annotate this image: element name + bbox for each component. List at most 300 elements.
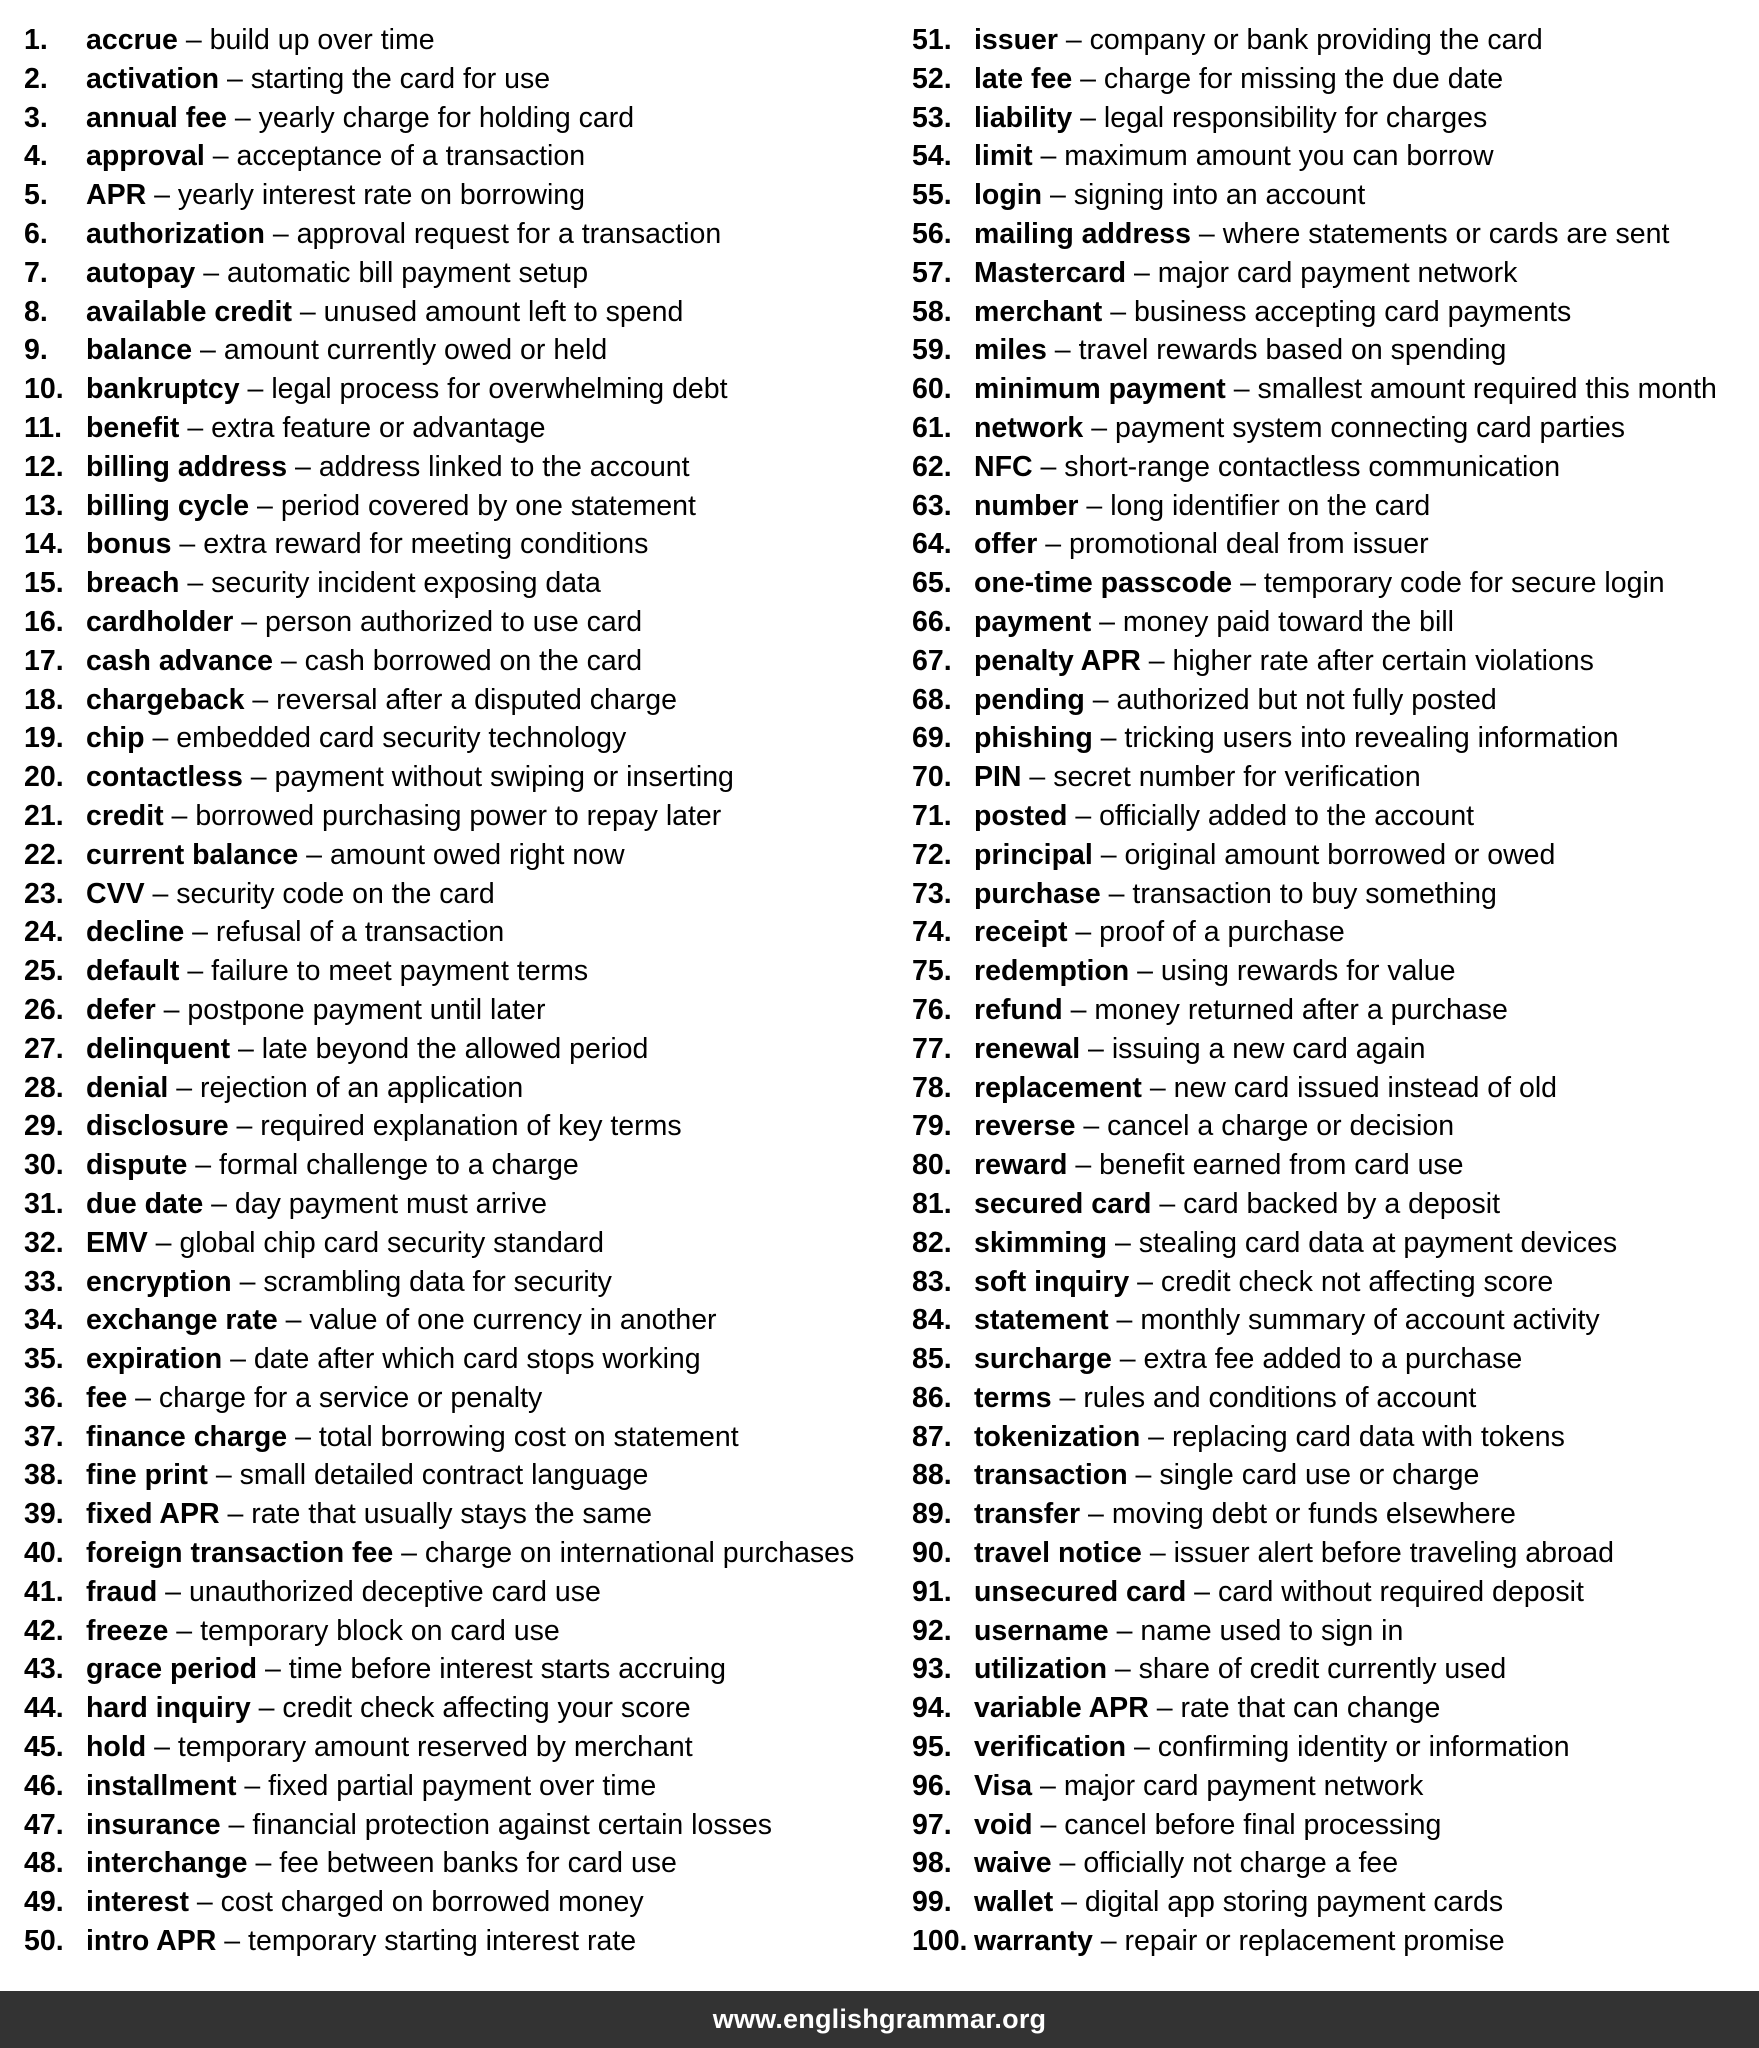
item-term: fee: [86, 1381, 128, 1414]
item-number: 71.: [912, 799, 952, 832]
item-separator: –: [1140, 1420, 1172, 1453]
item-separator: –: [1126, 1731, 1158, 1764]
vocabulary-item: [912, 176, 1757, 215]
vocabulary-item: [24, 642, 904, 681]
item-term: bankruptcy: [86, 373, 240, 406]
item-term: variable APR: [974, 1692, 1149, 1725]
item-definition: higher rate after certain violations: [1172, 644, 1594, 677]
item-term: reward: [974, 1149, 1068, 1182]
item-separator: –: [226, 101, 259, 134]
item-term: fine print: [86, 1459, 208, 1492]
vocabulary-item: [912, 215, 1757, 254]
item-separator: –: [1032, 450, 1065, 483]
item-term: one-time passcode: [974, 567, 1233, 600]
item-number: 70.: [912, 761, 952, 794]
vocabulary-item: [24, 1379, 904, 1418]
item-definition: tricking users into revealing information: [1124, 722, 1619, 755]
item-number: 27.: [24, 1032, 64, 1065]
item-term: delinquent: [86, 1032, 231, 1065]
item-number: 44.: [24, 1692, 64, 1725]
item-separator: –: [146, 1731, 178, 1764]
item-definition: yearly interest rate on borrowing: [177, 179, 585, 212]
vocabulary-item: [912, 1573, 1757, 1612]
item-definition: temporary starting interest rate: [248, 1925, 637, 1958]
item-separator: –: [1051, 1381, 1084, 1414]
item-definition: time before interest starts accruing: [288, 1653, 726, 1686]
vocabulary-item: [912, 254, 1757, 293]
item-definition: scrambling data for security: [263, 1265, 612, 1298]
vocabulary-item: [24, 1767, 904, 1806]
item-separator: –: [188, 1886, 221, 1919]
item-definition: confirming identity or information: [1157, 1731, 1570, 1764]
item-separator: –: [393, 1537, 425, 1570]
item-term: refund: [974, 993, 1063, 1026]
item-separator: –: [144, 877, 177, 910]
item-term: activation: [86, 62, 220, 95]
vocabulary-item: [24, 1456, 904, 1495]
item-number: 55.: [912, 179, 952, 212]
item-number: 80.: [912, 1149, 952, 1182]
item-term: decline: [86, 916, 185, 949]
vocabulary-item: [24, 719, 904, 758]
vocabulary-item: [24, 1844, 904, 1883]
vocabulary-item: [24, 137, 904, 176]
vocabulary-item: [912, 1107, 1757, 1146]
vocabulary-item: [24, 409, 904, 448]
item-separator: –: [157, 1575, 189, 1608]
item-number: 73.: [912, 877, 952, 910]
item-separator: –: [236, 1769, 269, 1802]
vocabulary-item: [912, 1883, 1757, 1922]
item-definition: proof of a purchase: [1099, 916, 1345, 949]
item-number: 34.: [24, 1304, 64, 1337]
vocabulary-item: [24, 1418, 904, 1457]
item-number: 39.: [24, 1498, 64, 1531]
item-term: principal: [974, 838, 1093, 871]
item-separator: –: [1032, 1769, 1064, 1802]
item-separator: –: [146, 179, 178, 212]
item-number: 4.: [24, 140, 48, 173]
item-separator: –: [184, 916, 216, 949]
item-definition: original amount borrowed or owed: [1124, 838, 1556, 871]
item-definition: promotional deal from issuer: [1069, 528, 1429, 561]
item-number: 36.: [24, 1381, 64, 1414]
item-separator: –: [155, 993, 188, 1026]
item-separator: –: [287, 1420, 319, 1453]
item-separator: –: [1111, 1343, 1144, 1376]
item-definition: authorized but not fully posted: [1116, 683, 1497, 716]
item-definition: temporary amount reserved by merchant: [177, 1731, 693, 1764]
vocabulary-item: [912, 1146, 1757, 1185]
item-term: purchase: [974, 877, 1101, 910]
item-term: number: [974, 489, 1079, 522]
item-definition: approval request for a transaction: [296, 217, 722, 250]
footer-bar: [0, 1991, 1759, 2048]
vocabulary-item: [912, 409, 1757, 448]
item-term: penalty APR: [974, 644, 1141, 677]
vocabulary-item: [912, 293, 1757, 332]
item-number: 32.: [24, 1226, 64, 1259]
item-term: unsecured card: [974, 1575, 1187, 1608]
item-separator: –: [1072, 62, 1104, 95]
vocabulary-item: [912, 525, 1757, 564]
item-definition: officially not charge a fee: [1083, 1847, 1399, 1880]
item-number: 2.: [24, 62, 48, 95]
vocabulary-item: [24, 370, 904, 409]
item-definition: required explanation of key terms: [260, 1110, 682, 1143]
item-number: 16.: [24, 605, 64, 638]
item-term: login: [974, 179, 1043, 212]
item-term: secured card: [974, 1187, 1152, 1220]
item-separator: –: [1053, 1886, 1085, 1919]
vocabulary-item: [24, 1030, 904, 1069]
item-definition: cash borrowed on the card: [304, 644, 643, 677]
item-term: transfer: [974, 1498, 1081, 1531]
item-number: 96.: [912, 1769, 952, 1802]
vocabulary-item: [912, 603, 1757, 642]
item-definition: cost charged on borrowed money: [220, 1886, 644, 1919]
item-number: 30.: [24, 1149, 64, 1182]
item-definition: temporary code for secure login: [1263, 567, 1665, 600]
vocabulary-item: [912, 448, 1757, 487]
item-term: grace period: [86, 1653, 258, 1686]
item-definition: reversal after a disputed charge: [276, 683, 677, 716]
item-separator: –: [1092, 722, 1125, 755]
item-number: 11.: [24, 411, 63, 444]
vocabulary-item: [24, 1301, 904, 1340]
item-term: offer: [974, 528, 1038, 561]
item-separator: –: [247, 1847, 280, 1880]
item-separator: –: [1148, 1692, 1181, 1725]
item-term: surcharge: [974, 1343, 1112, 1376]
item-separator: –: [228, 1110, 261, 1143]
item-term: fixed APR: [86, 1498, 220, 1531]
item-definition: benefit earned from card use: [1099, 1149, 1464, 1182]
item-term: network: [974, 411, 1084, 444]
item-definition: new card issued instead of old: [1173, 1071, 1558, 1104]
vocabulary-item: [24, 1650, 904, 1689]
item-definition: build up over time: [209, 24, 435, 56]
item-term: disclosure: [86, 1110, 229, 1143]
item-term: receipt: [974, 916, 1068, 949]
item-number: 90.: [912, 1537, 952, 1570]
item-separator: –: [179, 411, 212, 444]
item-definition: borrowed purchasing power to repay later: [195, 799, 722, 832]
item-separator: –: [204, 140, 237, 173]
item-definition: card without required deposit: [1217, 1575, 1584, 1608]
item-definition: long identifier on the card: [1110, 489, 1431, 522]
item-definition: fee between banks for card use: [279, 1847, 677, 1880]
item-number: 26.: [24, 993, 64, 1026]
item-number: 12.: [24, 450, 64, 483]
item-term: insurance: [86, 1808, 221, 1841]
item-separator: –: [1021, 761, 1054, 794]
item-definition: charge for a service or penalty: [158, 1381, 543, 1414]
item-separator: –: [1067, 799, 1100, 832]
item-separator: –: [257, 1653, 289, 1686]
item-number: 94.: [912, 1692, 952, 1725]
item-definition: replacing card data with tokens: [1171, 1420, 1565, 1453]
vocabulary-item: [24, 1224, 904, 1263]
item-definition: monthly summary of account activity: [1140, 1304, 1600, 1337]
item-number: 7.: [24, 256, 48, 289]
item-number: 58.: [912, 295, 952, 328]
vocabulary-item: [912, 1263, 1757, 1302]
item-term: cash advance: [86, 644, 273, 677]
vocabulary-item: [24, 1495, 904, 1534]
item-definition: charge for missing the due date: [1103, 62, 1504, 95]
item-number: 76.: [912, 993, 952, 1026]
item-number: 23.: [24, 877, 64, 910]
item-term: waive: [974, 1847, 1052, 1880]
item-term: hard inquiry: [86, 1692, 251, 1725]
item-term: wallet: [974, 1886, 1054, 1919]
item-definition: payment system connecting card parties: [1114, 411, 1626, 444]
item-number: 66.: [912, 605, 952, 638]
item-number: 31.: [24, 1187, 64, 1220]
item-definition: address linked to the account: [318, 450, 690, 483]
vocabulary-item: [912, 797, 1757, 836]
item-number: 82.: [912, 1226, 952, 1259]
item-separator: –: [1084, 683, 1117, 716]
item-term: installment: [86, 1769, 237, 1802]
item-separator: –: [1126, 256, 1158, 289]
item-separator: –: [1127, 1459, 1160, 1492]
item-number: 72.: [912, 838, 952, 871]
item-term: statement: [974, 1304, 1109, 1337]
item-number: 15.: [24, 567, 64, 600]
item-definition: amount currently owed or held: [223, 334, 608, 367]
vocabulary-item: [912, 913, 1757, 952]
item-number: 13.: [24, 489, 64, 522]
item-separator: –: [244, 683, 277, 716]
item-separator: –: [1092, 838, 1125, 871]
item-definition: where statements or cards are sent: [1222, 217, 1670, 250]
item-term: NFC: [974, 450, 1033, 483]
item-term: payment: [974, 605, 1092, 638]
item-definition: date after which card stops working: [253, 1343, 701, 1376]
item-separator: –: [1075, 1110, 1108, 1143]
item-number: 6.: [24, 217, 48, 250]
item-separator: –: [1078, 489, 1111, 522]
item-number: 5.: [24, 179, 48, 212]
footer-website-url: www.englishgrammar.org: [712, 2004, 1047, 2034]
item-number: 75.: [912, 955, 952, 988]
vocabulary-item: [912, 1922, 1757, 1961]
vocabulary-item: [912, 1806, 1757, 1845]
item-definition: extra reward for meeting conditions: [203, 528, 649, 561]
item-term: EMV: [86, 1226, 148, 1259]
item-definition: global chip card security standard: [179, 1226, 605, 1259]
item-term: soft inquiry: [974, 1265, 1130, 1298]
item-definition: using rewards for value: [1160, 955, 1456, 988]
item-definition: digital app storing payment cards: [1084, 1886, 1504, 1919]
item-term: authorization: [86, 217, 265, 250]
item-number: 38.: [24, 1459, 64, 1492]
item-separator: –: [233, 605, 265, 638]
vocabulary-item: [912, 836, 1757, 875]
item-number: 22.: [24, 838, 64, 871]
item-term: default: [86, 955, 180, 988]
item-number: 95.: [912, 1731, 952, 1764]
item-number: 42.: [24, 1614, 64, 1647]
vocabulary-item: [24, 564, 904, 603]
item-number: 86.: [912, 1381, 952, 1414]
item-definition: refusal of a transaction: [215, 916, 505, 949]
item-definition: company or bank providing the card: [1089, 24, 1543, 56]
item-number: 87.: [912, 1420, 952, 1453]
item-definition: money paid toward the bill: [1122, 605, 1454, 638]
item-definition: credit check affecting your score: [282, 1692, 691, 1725]
vocabulary-item: [912, 60, 1757, 99]
item-definition: unused amount left to spend: [323, 295, 684, 328]
vocabulary-item: [24, 176, 904, 215]
item-definition: rejection of an application: [200, 1071, 524, 1104]
item-definition: postpone payment until later: [187, 993, 546, 1026]
vocabulary-item: [24, 1069, 904, 1108]
item-separator: –: [287, 450, 319, 483]
item-number: 81.: [912, 1187, 952, 1220]
item-number: 35.: [24, 1343, 64, 1376]
vocabulary-item: [912, 1185, 1757, 1224]
item-term: void: [974, 1808, 1033, 1841]
item-separator: –: [171, 528, 204, 561]
vocabulary-item: [24, 1806, 904, 1845]
item-definition: amount owed right now: [329, 838, 625, 871]
item-term: autopay: [86, 256, 196, 289]
vocabulary-item: [912, 758, 1757, 797]
item-term: PIN: [974, 761, 1022, 794]
item-number: 19.: [24, 722, 64, 755]
item-term: issuer: [974, 24, 1058, 56]
item-separator: –: [231, 1265, 264, 1298]
item-number: 14.: [24, 528, 64, 561]
vocabulary-item: [24, 1534, 904, 1573]
vocabulary-item: [912, 1689, 1757, 1728]
item-separator: –: [1083, 411, 1115, 444]
vocabulary-item: [24, 1573, 904, 1612]
item-term: username: [974, 1614, 1109, 1647]
vocabulary-item: [912, 1534, 1757, 1573]
item-definition: legal process for overwhelming debt: [271, 373, 728, 406]
vocabulary-item: [24, 254, 904, 293]
item-term: fraud: [86, 1575, 158, 1608]
item-number: 25.: [24, 955, 64, 988]
item-term: APR: [86, 179, 147, 212]
item-number: 84.: [912, 1304, 952, 1337]
item-number: 18.: [24, 683, 64, 716]
item-separator: –: [264, 217, 297, 250]
item-term: minimum payment: [974, 373, 1226, 406]
item-term: expiration: [86, 1343, 223, 1376]
item-definition: extra fee added to a purchase: [1143, 1343, 1523, 1376]
item-term: billing address: [86, 450, 288, 483]
item-number: 17.: [24, 644, 64, 677]
item-definition: temporary block on card use: [200, 1614, 560, 1647]
item-number: 24.: [24, 916, 64, 949]
item-term: interest: [86, 1886, 189, 1919]
item-separator: –: [177, 24, 210, 56]
vocabulary-item: [912, 1030, 1757, 1069]
item-number: 48.: [24, 1847, 64, 1880]
item-definition: yearly charge for holding card: [258, 101, 635, 134]
item-term: replacement: [974, 1071, 1142, 1104]
item-term: Visa: [974, 1769, 1033, 1802]
item-term: chip: [86, 722, 145, 755]
item-term: warranty: [974, 1925, 1093, 1958]
item-term: due date: [86, 1187, 204, 1220]
item-number: 33.: [24, 1265, 64, 1298]
item-separator: –: [1108, 1304, 1141, 1337]
item-definition: late beyond the allowed period: [261, 1032, 649, 1065]
item-term: defer: [86, 993, 156, 1026]
item-definition: rate that can change: [1180, 1692, 1441, 1725]
item-number: 89.: [912, 1498, 952, 1531]
item-term: skimming: [974, 1226, 1108, 1259]
item-separator: –: [1032, 1808, 1065, 1841]
item-number: 40.: [24, 1537, 64, 1570]
item-term: utilization: [974, 1653, 1107, 1686]
vocabulary-item: [912, 1844, 1757, 1883]
item-number: 85.: [912, 1343, 952, 1376]
item-separator: –: [216, 1925, 249, 1958]
vocabulary-item: [912, 1728, 1757, 1767]
item-number: 91.: [912, 1575, 952, 1608]
vocabulary-item: [24, 836, 904, 875]
item-number: 67.: [912, 644, 952, 677]
item-definition: cancel before final processing: [1064, 1808, 1442, 1841]
item-separator: –: [1106, 1653, 1139, 1686]
item-term: credit: [86, 799, 164, 832]
item-separator: –: [163, 799, 196, 832]
vocabulary-item: [912, 1224, 1757, 1263]
item-definition: fixed partial payment over time: [268, 1769, 657, 1802]
item-definition: major card payment network: [1063, 1769, 1424, 1802]
item-definition: day payment must arrive: [234, 1187, 547, 1220]
item-number: 3.: [24, 101, 48, 134]
vocabulary-item: [912, 331, 1757, 370]
item-definition: smallest amount required this month: [1257, 373, 1717, 406]
vocabulary-item: [24, 952, 904, 991]
item-number: 54.: [912, 140, 952, 173]
vocabulary-item: [912, 1379, 1757, 1418]
item-term: breach: [86, 567, 180, 600]
item-term: accrue: [86, 24, 178, 56]
vocabulary-item: [24, 1263, 904, 1302]
item-number: 1.: [24, 24, 48, 56]
vocabulary-item: [24, 21, 904, 60]
item-term: encryption: [86, 1265, 232, 1298]
item-number: 98.: [912, 1847, 952, 1880]
item-definition: rules and conditions of account: [1083, 1381, 1477, 1414]
vocabulary-item: [912, 1418, 1757, 1457]
vocabulary-item: [24, 1107, 904, 1146]
vocabulary-item: [912, 952, 1757, 991]
item-number: 49.: [24, 1886, 64, 1919]
item-definition: small detailed contract language: [239, 1459, 649, 1492]
item-term: miles: [974, 334, 1047, 367]
item-separator: –: [1067, 916, 1100, 949]
vocabulary-item: [912, 21, 1757, 60]
item-term: billing cycle: [86, 489, 250, 522]
item-definition: starting the card for use: [250, 62, 551, 95]
item-definition: transaction to buy something: [1132, 877, 1497, 910]
vocabulary-item: [24, 1340, 904, 1379]
item-number: 8.: [24, 295, 48, 328]
item-definition: money returned after a purchase: [1094, 993, 1508, 1026]
vocabulary-item: [24, 1146, 904, 1185]
item-number: 79.: [912, 1110, 952, 1143]
